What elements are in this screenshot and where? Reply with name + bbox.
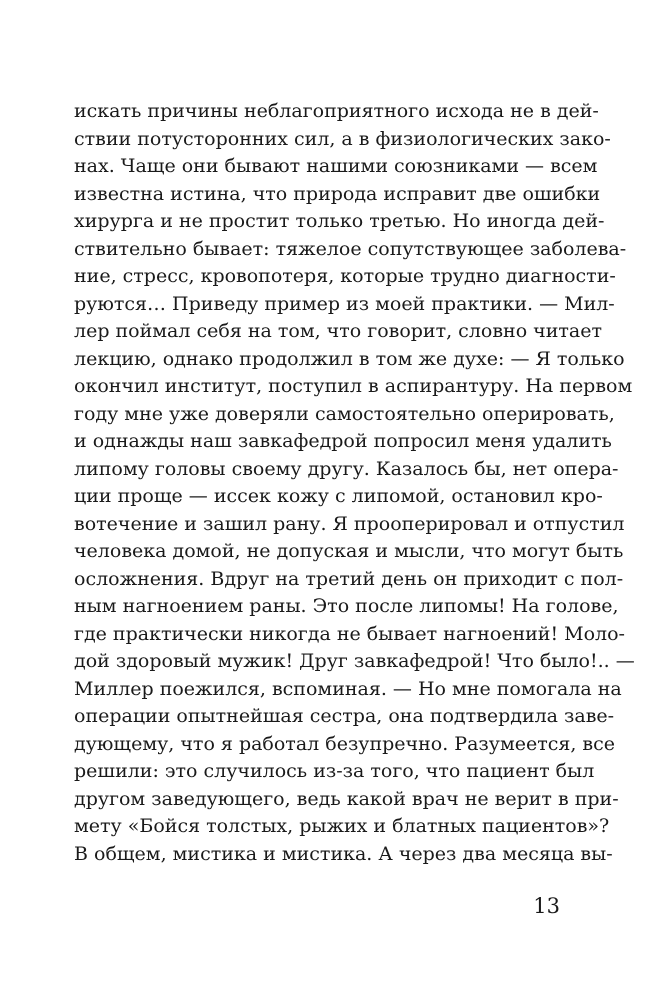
text-line: вотечение и зашил рану. Я прооперировал и отпустил	[74, 512, 625, 535]
text-line: операции опытнейшая сестра, она подтвердила заве-	[74, 705, 615, 727]
text-line: ции проще — иссек кожу с липомой, остановил кро-	[74, 485, 603, 507]
body-text	[74, 98, 635, 868]
text-line: известна истина, что природа исправит две ошибки	[74, 182, 601, 205]
text-line: ным нагноением раны. Это после липомы! На голове,	[74, 595, 619, 617]
text-line: и однажды наш завкафедрой попросил меня удалить	[74, 430, 612, 452]
text-line: мету «Бойся толстых, рыжих и блатных пациентов»?	[74, 815, 610, 837]
text-line: ние, стресс, кровопотеря, которые трудно диагности-	[74, 265, 616, 287]
text-line: другом заведующего, ведь какой врач не верит в при-	[74, 787, 619, 810]
text-line: руются… Приведу пример из моей практики. — Мил-	[74, 292, 615, 315]
text-line: Миллер поежился, вспоминая. — Но мне помогала на	[74, 677, 622, 700]
text-line: искать причины неблагоприятного исхода не в дей-	[74, 100, 599, 122]
text-line: лер поймал себя на том, что говорит, словно читает	[74, 320, 602, 342]
text-line: решили: это случилось из-за того, что пациент был	[74, 760, 595, 782]
text-line: где практически никогда не бывает нагноений! Моло-	[74, 622, 625, 645]
text-line: липому головы своему другу. Казалось бы, нет опера-	[74, 457, 619, 480]
text-line: году мне уже доверяли самостоятельно оперировать,	[74, 402, 615, 425]
text-line: лекцию, однако продолжил в том же духе: — Я только	[74, 347, 625, 370]
text-line: ствии потусторонних сил, а в физиологических зако-	[74, 127, 611, 150]
text-line: нах. Чаще они бывают нашими союзниками — всем	[74, 155, 598, 177]
text-line: осложнения. Вдруг на третий день он приходит с пол-	[74, 567, 624, 590]
text-line: дующему, что я работал безупречно. Разумеется, все	[74, 732, 616, 755]
page-number: 13	[533, 894, 560, 918]
text-line: человека домой, не допуская и мысли, что могут быть	[74, 540, 624, 562]
text-line: В общем, мистика и мистика. А через два месяца вы-	[74, 842, 613, 865]
text-line: ствительно бывает: тяжелое сопутствующее заболева-	[74, 237, 627, 260]
text-line: окончил институт, поступил в аспирантуру. На первом	[74, 375, 633, 397]
text-line: хирурга и не простит только третью. Но иногда дей-	[74, 210, 605, 232]
text-line: дой здоровый мужик! Друг завкафедрой! Что было!.. —	[74, 650, 635, 672]
